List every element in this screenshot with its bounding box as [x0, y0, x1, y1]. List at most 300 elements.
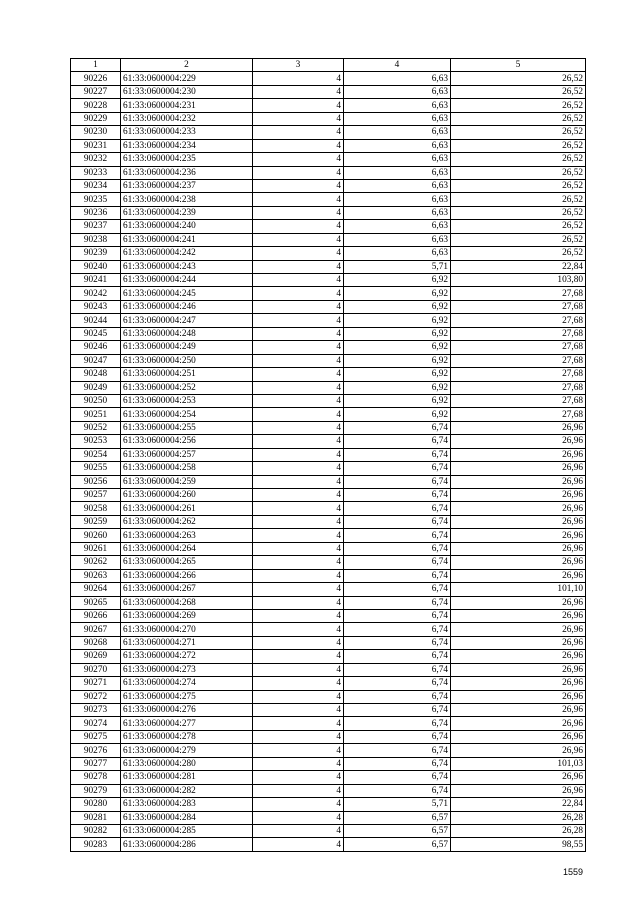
table-cell-col-3: 4	[253, 179, 344, 192]
table-cell-col-1: 90244	[71, 314, 121, 327]
table-cell-col-1: 90230	[71, 126, 121, 139]
table-row	[71, 153, 586, 166]
table-cell-col-5: 26,96	[451, 435, 586, 448]
table-cell-col-1: 90264	[71, 583, 121, 596]
table-row	[71, 556, 586, 569]
table-cell-col-3: 4	[253, 556, 344, 569]
table-cell-col-2: 61:33:0600004:273	[121, 663, 253, 676]
table-row	[71, 730, 586, 743]
table-cell-col-3: 4	[253, 730, 344, 743]
table-cell-col-3: 4	[253, 583, 344, 596]
table-cell-col-1: 90226	[71, 72, 121, 85]
table-cell-col-5: 26,96	[451, 730, 586, 743]
table-cell-col-1: 90247	[71, 354, 121, 367]
table-cell-col-5: 101,10	[451, 583, 586, 596]
table-cell-col-3: 4	[253, 744, 344, 757]
table-cell-col-3: 4	[253, 663, 344, 676]
table-row	[71, 233, 586, 246]
table-cell-col-3: 4	[253, 811, 344, 824]
table-cell-col-2: 61:33:0600004:253	[121, 394, 253, 407]
table-cell-col-1: 90236	[71, 206, 121, 219]
table-cell-col-5: 26,96	[451, 448, 586, 461]
table-cell-col-4: 6,74	[344, 609, 451, 622]
table-cell-col-4: 6,63	[344, 99, 451, 112]
table-cell-col-1: 90262	[71, 556, 121, 569]
table-cell-col-2: 61:33:0600004:240	[121, 220, 253, 233]
table-cell-col-4: 6,74	[344, 515, 451, 528]
table-cell-col-2: 61:33:0600004:245	[121, 287, 253, 300]
table-cell-col-3: 4	[253, 368, 344, 381]
table-cell-col-2: 61:33:0600004:250	[121, 354, 253, 367]
table-cell-col-4: 6,74	[344, 462, 451, 475]
table-cell-col-2: 61:33:0600004:238	[121, 193, 253, 206]
table-cell-col-5: 98,55	[451, 838, 586, 851]
table-cell-col-5: 26,52	[451, 153, 586, 166]
table-cell-col-5: 26,96	[451, 462, 586, 475]
table-cell-col-4: 6,92	[344, 354, 451, 367]
table-cell-col-2: 61:33:0600004:283	[121, 798, 253, 811]
table-cell-col-5: 27,68	[451, 287, 586, 300]
table-cell-col-1: 90231	[71, 139, 121, 152]
table-row	[71, 435, 586, 448]
table-cell-col-5: 26,96	[451, 596, 586, 609]
table-cell-col-1: 90234	[71, 179, 121, 192]
table-row	[71, 690, 586, 703]
table-cell-col-3: 4	[253, 300, 344, 313]
table-cell-col-5: 26,52	[451, 233, 586, 246]
table-cell-col-3: 4	[253, 784, 344, 797]
table-cell-col-3: 4	[253, 341, 344, 354]
table-cell-col-4: 6,63	[344, 112, 451, 125]
table-cell-col-2: 61:33:0600004:256	[121, 435, 253, 448]
table-row	[71, 462, 586, 475]
table-cell-col-5: 26,52	[451, 72, 586, 85]
table-row	[71, 636, 586, 649]
table-row	[71, 623, 586, 636]
table-row	[71, 529, 586, 542]
table-cell-col-3: 4	[253, 838, 344, 851]
table-cell-col-2: 61:33:0600004:271	[121, 636, 253, 649]
table-cell-col-5: 26,52	[451, 166, 586, 179]
table-cell-col-1: 90267	[71, 623, 121, 636]
table-cell-col-5: 27,68	[451, 327, 586, 340]
table-cell-col-1: 90257	[71, 489, 121, 502]
table-cell-col-1: 90266	[71, 609, 121, 622]
table-row	[71, 408, 586, 421]
table-cell-col-5: 26,28	[451, 811, 586, 824]
table-cell-col-5: 26,96	[451, 636, 586, 649]
table-cell-col-4: 6,63	[344, 193, 451, 206]
table-cell-col-2: 61:33:0600004:257	[121, 448, 253, 461]
table-cell-col-3: 4	[253, 757, 344, 770]
table-cell-col-3: 4	[253, 462, 344, 475]
page-number: 1559	[563, 867, 584, 877]
table-cell-col-5: 26,28	[451, 824, 586, 837]
table-row	[71, 489, 586, 502]
table-cell-col-1: 90243	[71, 300, 121, 313]
table-cell-col-1: 90250	[71, 394, 121, 407]
table-cell-col-1: 90268	[71, 636, 121, 649]
table-cell-col-3: 4	[253, 542, 344, 555]
table-cell-col-4: 6,74	[344, 596, 451, 609]
table-row	[71, 99, 586, 112]
table-row	[71, 663, 586, 676]
table-cell-col-5: 26,96	[451, 663, 586, 676]
table-cell-col-5: 101,03	[451, 757, 586, 770]
table-cell-col-2: 61:33:0600004:252	[121, 381, 253, 394]
table-cell-col-4: 6,74	[344, 636, 451, 649]
table-cell-col-3: 4	[253, 771, 344, 784]
table-cell-col-2: 61:33:0600004:236	[121, 166, 253, 179]
table-cell-col-1: 90279	[71, 784, 121, 797]
table-row	[71, 798, 586, 811]
table-cell-col-1: 90256	[71, 475, 121, 488]
column-header-2: 2	[121, 59, 253, 72]
table-row	[71, 757, 586, 770]
table-cell-col-1: 90241	[71, 274, 121, 287]
table-cell-col-5: 26,96	[451, 771, 586, 784]
table-cell-col-4: 6,74	[344, 677, 451, 690]
table-cell-col-4: 6,74	[344, 529, 451, 542]
table-cell-col-2: 61:33:0600004:235	[121, 153, 253, 166]
header-row	[71, 59, 586, 72]
table-row	[71, 300, 586, 313]
table-cell-col-4: 6,74	[344, 502, 451, 515]
table-cell-col-1: 90229	[71, 112, 121, 125]
table-cell-col-2: 61:33:0600004:277	[121, 717, 253, 730]
table-cell-col-5: 26,52	[451, 220, 586, 233]
table-cell-col-4: 6,74	[344, 663, 451, 676]
table-cell-col-2: 61:33:0600004:276	[121, 704, 253, 717]
table-cell-col-2: 61:33:0600004:232	[121, 112, 253, 125]
table-row	[71, 220, 586, 233]
table-cell-col-2: 61:33:0600004:242	[121, 247, 253, 260]
table-cell-col-3: 4	[253, 314, 344, 327]
table-cell-col-2: 61:33:0600004:263	[121, 529, 253, 542]
table-cell-col-1: 90282	[71, 824, 121, 837]
table-row	[71, 126, 586, 139]
table-cell-col-5: 27,68	[451, 394, 586, 407]
table-cell-col-5: 26,96	[451, 744, 586, 757]
table-row	[71, 448, 586, 461]
table-cell-col-4: 6,92	[344, 381, 451, 394]
table-cell-col-3: 4	[253, 153, 344, 166]
table-cell-col-1: 90272	[71, 690, 121, 703]
table-row	[71, 287, 586, 300]
table-cell-col-1: 90227	[71, 85, 121, 98]
table-cell-col-3: 4	[253, 489, 344, 502]
table-cell-col-2: 61:33:0600004:282	[121, 784, 253, 797]
table-cell-col-1: 90245	[71, 327, 121, 340]
table-row	[71, 247, 586, 260]
table-cell-col-4: 6,92	[344, 327, 451, 340]
table-cell-col-5: 26,96	[451, 515, 586, 528]
table-row	[71, 179, 586, 192]
table-cell-col-5: 26,52	[451, 247, 586, 260]
table-cell-col-1: 90238	[71, 233, 121, 246]
table-cell-col-3: 4	[253, 260, 344, 273]
table-cell-col-5: 27,68	[451, 368, 586, 381]
table-cell-col-1: 90240	[71, 260, 121, 273]
table-cell-col-1: 90276	[71, 744, 121, 757]
table-cell-col-3: 4	[253, 435, 344, 448]
table-row	[71, 260, 586, 273]
table-cell-col-1: 90252	[71, 421, 121, 434]
table-row	[71, 596, 586, 609]
table-cell-col-3: 4	[253, 717, 344, 730]
table-cell-col-3: 4	[253, 448, 344, 461]
table-cell-col-4: 6,74	[344, 690, 451, 703]
table-cell-col-4: 6,74	[344, 489, 451, 502]
table-cell-col-3: 4	[253, 233, 344, 246]
table-cell-col-3: 4	[253, 206, 344, 219]
table-row	[71, 206, 586, 219]
table-row	[71, 650, 586, 663]
table-row	[71, 744, 586, 757]
table-cell-col-5: 22,84	[451, 260, 586, 273]
table-cell-col-3: 4	[253, 623, 344, 636]
table-cell-col-3: 4	[253, 408, 344, 421]
table-row	[71, 166, 586, 179]
table-cell-col-3: 4	[253, 193, 344, 206]
table-cell-col-2: 61:33:0600004:269	[121, 609, 253, 622]
table-cell-col-3: 4	[253, 636, 344, 649]
table-cell-col-3: 4	[253, 421, 344, 434]
table-row	[71, 394, 586, 407]
table-cell-col-1: 90260	[71, 529, 121, 542]
table-cell-col-1: 90273	[71, 704, 121, 717]
table-cell-col-5: 26,96	[451, 529, 586, 542]
table-cell-col-2: 61:33:0600004:272	[121, 650, 253, 663]
table-row	[71, 542, 586, 555]
table-cell-col-2: 61:33:0600004:268	[121, 596, 253, 609]
table-cell-col-5: 27,68	[451, 300, 586, 313]
table-cell-col-5: 26,96	[451, 704, 586, 717]
table-cell-col-5: 103,80	[451, 274, 586, 287]
table-cell-col-2: 61:33:0600004:280	[121, 757, 253, 770]
data-table	[70, 58, 586, 852]
table-cell-col-4: 6,74	[344, 623, 451, 636]
table-cell-col-3: 4	[253, 72, 344, 85]
table-cell-col-2: 61:33:0600004:262	[121, 515, 253, 528]
table-row	[71, 502, 586, 515]
table-cell-col-3: 4	[253, 99, 344, 112]
table-cell-col-2: 61:33:0600004:229	[121, 72, 253, 85]
table-cell-col-4: 6,92	[344, 408, 451, 421]
table-cell-col-4: 6,74	[344, 421, 451, 434]
table-cell-col-5: 26,52	[451, 206, 586, 219]
column-header-4: 4	[344, 59, 451, 72]
column-header-3: 3	[253, 59, 344, 72]
table-cell-col-3: 4	[253, 287, 344, 300]
table-row	[71, 838, 586, 851]
table-cell-col-4: 6,57	[344, 811, 451, 824]
table-cell-col-3: 4	[253, 139, 344, 152]
table-cell-col-1: 90248	[71, 368, 121, 381]
table-cell-col-2: 61:33:0600004:247	[121, 314, 253, 327]
table-cell-col-4: 6,74	[344, 784, 451, 797]
table-cell-col-3: 4	[253, 704, 344, 717]
table-cell-col-2: 61:33:0600004:275	[121, 690, 253, 703]
table-row	[71, 824, 586, 837]
table-cell-col-4: 6,74	[344, 744, 451, 757]
table-cell-col-1: 90283	[71, 838, 121, 851]
table-cell-col-2: 61:33:0600004:246	[121, 300, 253, 313]
table-row	[71, 717, 586, 730]
table-cell-col-3: 4	[253, 609, 344, 622]
table-row	[71, 381, 586, 394]
table-cell-col-3: 4	[253, 126, 344, 139]
table-cell-col-3: 4	[253, 596, 344, 609]
table-row	[71, 704, 586, 717]
table-cell-col-5: 26,96	[451, 677, 586, 690]
table-cell-col-4: 6,74	[344, 569, 451, 582]
table-row	[71, 515, 586, 528]
table-row	[71, 193, 586, 206]
table-cell-col-4: 6,74	[344, 757, 451, 770]
table-row	[71, 314, 586, 327]
table-cell-col-4: 6,74	[344, 650, 451, 663]
table-cell-col-1: 90259	[71, 515, 121, 528]
table-cell-col-2: 61:33:0600004:255	[121, 421, 253, 434]
table-cell-col-4: 6,74	[344, 704, 451, 717]
table-cell-col-3: 4	[253, 502, 344, 515]
table-cell-col-5: 26,52	[451, 112, 586, 125]
table-cell-col-4: 6,63	[344, 166, 451, 179]
table-cell-col-4: 6,74	[344, 475, 451, 488]
table-cell-col-1: 90263	[71, 569, 121, 582]
table-cell-col-1: 90261	[71, 542, 121, 555]
table-cell-col-2: 61:33:0600004:234	[121, 139, 253, 152]
table-cell-col-1: 90251	[71, 408, 121, 421]
table-cell-col-2: 61:33:0600004:284	[121, 811, 253, 824]
table-cell-col-5: 26,96	[451, 650, 586, 663]
table-cell-col-1: 90246	[71, 341, 121, 354]
table-cell-col-5: 26,52	[451, 85, 586, 98]
table-cell-col-2: 61:33:0600004:243	[121, 260, 253, 273]
table-cell-col-2: 61:33:0600004:239	[121, 206, 253, 219]
table-row	[71, 327, 586, 340]
table-cell-col-5: 26,96	[451, 556, 586, 569]
table-row	[71, 72, 586, 85]
table-cell-col-4: 6,63	[344, 233, 451, 246]
table-cell-col-1: 90281	[71, 811, 121, 824]
table-cell-col-4: 6,74	[344, 556, 451, 569]
table-cell-col-2: 61:33:0600004:285	[121, 824, 253, 837]
table-cell-col-2: 61:33:0600004:248	[121, 327, 253, 340]
table-cell-col-2: 61:33:0600004:286	[121, 838, 253, 851]
table-cell-col-3: 4	[253, 112, 344, 125]
table-cell-col-4: 6,92	[344, 287, 451, 300]
table-row	[71, 569, 586, 582]
table-cell-col-3: 4	[253, 274, 344, 287]
table-cell-col-2: 61:33:0600004:279	[121, 744, 253, 757]
table-row	[71, 583, 586, 596]
table-cell-col-4: 6,92	[344, 300, 451, 313]
table-cell-col-5: 26,96	[451, 475, 586, 488]
table-cell-col-2: 61:33:0600004:265	[121, 556, 253, 569]
table-cell-col-5: 22,84	[451, 798, 586, 811]
table-cell-col-4: 6,63	[344, 247, 451, 260]
table-cell-col-5: 26,96	[451, 623, 586, 636]
table-cell-col-1: 90237	[71, 220, 121, 233]
table-cell-col-1: 90233	[71, 166, 121, 179]
table-cell-col-4: 6,74	[344, 542, 451, 555]
table-cell-col-1: 90280	[71, 798, 121, 811]
table-cell-col-2: 61:33:0600004:281	[121, 771, 253, 784]
table-row	[71, 784, 586, 797]
table-cell-col-4: 6,63	[344, 179, 451, 192]
table-cell-col-3: 4	[253, 515, 344, 528]
table-cell-col-3: 4	[253, 220, 344, 233]
table-cell-col-5: 26,52	[451, 126, 586, 139]
table-cell-col-4: 6,63	[344, 139, 451, 152]
table-cell-col-2: 61:33:0600004:241	[121, 233, 253, 246]
table-cell-col-5: 27,68	[451, 381, 586, 394]
table-cell-col-2: 61:33:0600004:278	[121, 730, 253, 743]
table-row	[71, 354, 586, 367]
table-cell-col-1: 90239	[71, 247, 121, 260]
table-cell-col-1: 90274	[71, 717, 121, 730]
table-cell-col-1: 90277	[71, 757, 121, 770]
table-cell-col-1: 90254	[71, 448, 121, 461]
table-cell-col-4: 6,74	[344, 730, 451, 743]
table-cell-col-5: 26,96	[451, 502, 586, 515]
table-cell-col-1: 90232	[71, 153, 121, 166]
table-cell-col-3: 4	[253, 677, 344, 690]
table-cell-col-5: 26,52	[451, 193, 586, 206]
table-row	[71, 421, 586, 434]
table-body	[71, 72, 586, 851]
table-cell-col-2: 61:33:0600004:267	[121, 583, 253, 596]
table-cell-col-4: 6,74	[344, 448, 451, 461]
table-cell-col-2: 61:33:0600004:249	[121, 341, 253, 354]
table-cell-col-5: 26,96	[451, 489, 586, 502]
table-cell-col-4: 6,63	[344, 153, 451, 166]
table-cell-col-3: 4	[253, 85, 344, 98]
table-cell-col-5: 26,96	[451, 784, 586, 797]
table-cell-col-2: 61:33:0600004:260	[121, 489, 253, 502]
table-cell-col-2: 61:33:0600004:251	[121, 368, 253, 381]
table-cell-col-3: 4	[253, 475, 344, 488]
table-cell-col-1: 90270	[71, 663, 121, 676]
table-cell-col-4: 6,63	[344, 220, 451, 233]
table-row	[71, 112, 586, 125]
table-cell-col-3: 4	[253, 394, 344, 407]
table-cell-col-5: 26,52	[451, 179, 586, 192]
table-cell-col-4: 6,92	[344, 341, 451, 354]
table-cell-col-3: 4	[253, 650, 344, 663]
table-row	[71, 677, 586, 690]
table-cell-col-1: 90228	[71, 99, 121, 112]
table-cell-col-4: 6,74	[344, 435, 451, 448]
table-cell-col-1: 90275	[71, 730, 121, 743]
table-cell-col-5: 26,96	[451, 542, 586, 555]
table-cell-col-3: 4	[253, 529, 344, 542]
table-cell-col-2: 61:33:0600004:230	[121, 85, 253, 98]
table-cell-col-5: 27,68	[451, 314, 586, 327]
table-row	[71, 341, 586, 354]
table-cell-col-5: 26,96	[451, 717, 586, 730]
table-cell-col-1: 90255	[71, 462, 121, 475]
table-cell-col-3: 4	[253, 166, 344, 179]
table-row	[71, 139, 586, 152]
table-cell-col-1: 90258	[71, 502, 121, 515]
table-row	[71, 274, 586, 287]
table-row	[71, 609, 586, 622]
table-cell-col-4: 6,92	[344, 314, 451, 327]
table-cell-col-2: 61:33:0600004:270	[121, 623, 253, 636]
